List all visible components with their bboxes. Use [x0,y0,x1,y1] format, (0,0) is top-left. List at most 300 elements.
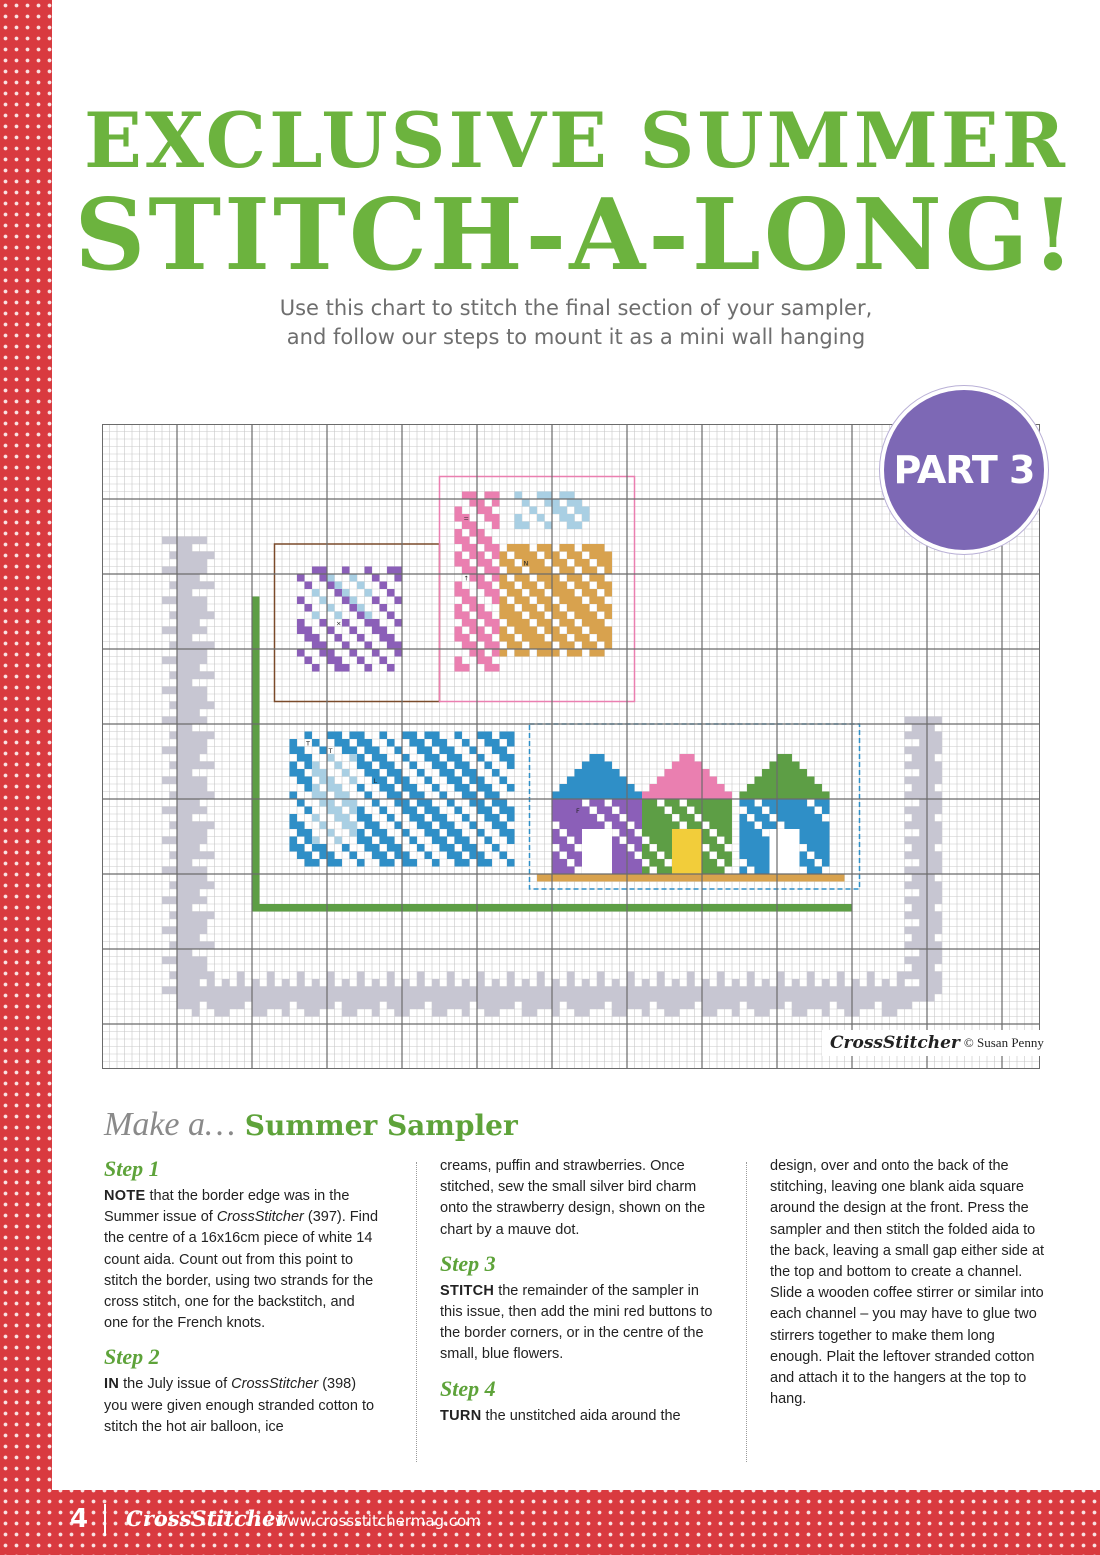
hut-wall [665,814,673,822]
hut-wall [657,837,665,845]
puffin-stitch [552,582,560,590]
bird-stitch [455,777,463,785]
cloud-stitch [522,522,530,530]
puffin-stitch [590,567,598,575]
hut-wall [747,852,755,860]
bird-stitch [500,852,508,860]
hut-wall [770,799,778,807]
flower-stitch [395,649,403,657]
border-stitch [177,769,192,777]
strawberry-stitch [485,492,493,500]
puffin-stitch [500,627,508,635]
border-stitch [905,987,943,995]
hut-wall [770,822,778,830]
border-stitch [515,987,523,1002]
hut-wall [672,799,680,807]
puffin-stitch [500,552,508,560]
hut-wall [822,852,830,860]
hut-wall [560,814,568,822]
border-stitch [500,987,508,1010]
border-stitch [792,979,800,1017]
hut-wall [815,799,823,807]
bird-stitch [462,814,470,822]
hut-wall [627,807,635,815]
hut-door [770,829,800,874]
puffin-stitch [515,597,523,605]
border-stitch [920,919,943,927]
wave-stitch [312,784,320,792]
border-stitch [905,762,943,770]
sand-stitch [605,874,613,882]
hut-wall [575,814,583,822]
border-stitch [342,979,350,1017]
strawberry-stitch [455,657,463,665]
step-3-lead: STITCH [440,1282,495,1299]
puffin-stitch [522,649,530,657]
flower-stitch [312,634,320,642]
sand-stitch [740,874,748,882]
puffin-stitch [560,634,568,642]
border-stitch [867,972,875,1010]
hut-wall [747,859,755,867]
wave-stitch [327,829,335,837]
bird-stitch [357,732,365,740]
hut-wall [560,807,568,815]
strawberry-stitch [485,619,493,627]
hut-wall [755,829,763,837]
wave-stitch [335,792,343,800]
cloud-stitch [545,522,553,530]
puffin-stitch [537,589,545,597]
border-stitch [912,934,935,942]
hut-roof [747,784,822,792]
page-footer [0,1490,1100,1555]
cloud-stitch [575,499,583,507]
hut-wall [725,852,733,860]
hut-wall [740,844,748,852]
bird-stitch [455,829,463,837]
bird-stitch [357,829,365,837]
border-stitch [387,972,395,1010]
bird-stitch [432,732,440,740]
hut-wall [800,859,808,867]
wave-stitch [335,814,343,822]
bird-stitch [440,762,448,770]
hut-wall [605,807,613,815]
hut-wall [627,859,635,867]
hut-wall [815,822,823,830]
border-stitch [162,657,207,665]
bird-stitch [507,732,515,740]
border-stitch [905,717,943,725]
puffin-stitch [552,559,560,567]
puffin-stitch [605,582,613,590]
puffin-stitch [530,589,538,597]
border-stitch [912,724,935,732]
bird-stitch [290,739,298,747]
puffin-stitch [552,589,560,597]
hut-roof [657,777,717,785]
flower-stitch [335,664,343,672]
puffin-stitch [560,619,568,627]
chart-symbol: T [328,746,333,755]
puffin-stitch [530,604,538,612]
flower-stitch [357,612,365,620]
bird-stitch [305,784,313,792]
bird-stitch [342,747,350,755]
bird-stitch [297,822,305,830]
bird-stitch [417,739,425,747]
flower-stitch [320,619,328,627]
hut-wall [597,822,605,830]
hut-wall [777,807,785,815]
puffin-stitch [537,567,545,575]
border-stitch [162,957,207,965]
column-divider [746,1162,747,1462]
hut-wall [740,829,748,837]
bird-stitch [477,807,485,815]
cloud-stitch [530,507,538,515]
hut-wall [650,859,658,867]
flower-stitch [312,664,320,672]
flower-stitch [312,642,320,650]
puffin-stitch [560,642,568,650]
hut-wall [672,807,680,815]
puffin-stitch [522,619,530,627]
wave-stitch [350,799,358,807]
strawberry-stitch [492,499,500,507]
strawberry-stitch [492,597,500,605]
bird-stitch [432,837,440,845]
strawberry-stitch [455,604,463,612]
hut-wall [650,799,658,807]
step-4-continued: design, over and onto the back of the stitching, leaving one blank aida square around the design at the front. Press the sampler and then stitch the folded aida to the back, leaving a small gap either side at the top and bottom to create a channel. Slide a wooden coffee stirrer or similar into each channel – you may have to glue two stirrers together to make them long enough. Plait the leftover stranded cotton and attach it to the hangers at the top to hang. [770,1158,1045,1408]
puffin-stitch [567,619,575,627]
hut-wall [755,852,763,860]
puffin-stitch [590,597,598,605]
bird-stitch [485,807,493,815]
subtitle-line-2: and follow our steps to mount it as a mini wall hanging [286,325,866,349]
strawberry-stitch [477,582,485,590]
hut-roof [552,792,642,800]
hut-wall [762,822,770,830]
bird-stitch [410,859,418,867]
border-stitch [920,829,943,837]
bird-stitch [485,792,493,800]
step-4-lead: TURN [440,1407,482,1424]
wave-stitch [335,784,343,792]
footer-url[interactable]: www.crossstitchermag.com [275,1512,481,1530]
hut-wall [635,822,643,830]
border-stitch [177,679,192,687]
strawberry-stitch [470,649,478,657]
strawberry-stitch [485,567,493,575]
border-stitch [905,912,943,920]
hut-wall [702,859,710,867]
border-stitch [642,979,650,1017]
border-stitch [305,987,313,1017]
hut-wall [717,799,725,807]
sand-stitch [545,874,553,882]
hut-wall [612,799,620,807]
hut-wall [815,844,823,852]
bird-stitch [395,792,403,800]
bird-stitch [410,732,418,740]
hut-wall [717,852,725,860]
puffin-stitch [575,634,583,642]
bird-stitch [387,814,395,822]
bird-stitch [455,859,463,867]
bird-stitch [485,814,493,822]
border-stitch [177,544,192,552]
puffin-stitch [567,604,575,612]
border-stitch [170,852,215,860]
border-stitch [777,972,785,1010]
butterfly-stitch [335,612,343,620]
bird-stitch [402,859,410,867]
strawberry-stitch [462,619,470,627]
hut-wall [650,837,658,845]
strawberry-stitch [462,492,470,500]
puffin-stitch [545,544,553,552]
bird-stitch [447,822,455,830]
strawberry-stitch [462,522,470,530]
bird-stitch [387,769,395,777]
strawberry-stitch [492,522,500,530]
wave-stitch [350,822,358,830]
bird-stitch [380,732,388,740]
puffin-stitch [552,634,560,642]
hut-wall [740,814,748,822]
step-2-body-b: (398) you were given enough stranded cotton to stitch the hot air balloon, ice [104,1376,375,1435]
bird-stitch [372,747,380,755]
strawberry-stitch [485,544,493,552]
strawberry-stitch [455,627,463,635]
puffin-stitch [605,612,613,620]
hut-wall [620,859,628,867]
flower-stitch [305,627,313,635]
sand-stitch [815,874,823,882]
sand-stitch [657,874,665,882]
bird-stitch [387,784,395,792]
border-stitch [905,747,943,755]
hut-wall [642,799,650,807]
bird-stitch [455,784,463,792]
border-stitch [912,814,935,822]
bird-stitch [417,814,425,822]
hut-wall [747,837,755,845]
flower-stitch [335,634,343,642]
border-stitch [920,979,943,987]
bird-stitch [380,829,388,837]
puffin-stitch [567,627,575,635]
green-frame-left [252,597,260,905]
flower-stitch [297,597,305,605]
puffin-stitch [545,604,553,612]
hut-wall [582,814,590,822]
hut-wall [582,807,590,815]
cloud-stitch [575,522,583,530]
bird-stitch [357,754,365,762]
border-stitch [425,987,433,1002]
bird-stitch [455,762,463,770]
puffin-stitch [552,604,560,612]
border-stitch [912,964,935,972]
border-stitch [905,732,943,740]
strawberry-stitch [492,544,500,552]
border-stitch [687,972,695,1010]
hut-wall [762,837,770,845]
puffin-stitch [575,627,583,635]
border-stitch [177,604,207,612]
bird-stitch [305,732,313,740]
step-2-body-a: the July issue of [119,1376,232,1393]
hut-wall [702,852,710,860]
footer-brand: CrossStitcher [126,1506,287,1531]
border-stitch [162,597,207,605]
sand-stitch [620,874,628,882]
border-stitch [905,777,943,785]
bird-stitch [305,829,313,837]
flower-stitch [327,582,335,590]
bird-stitch [335,732,343,740]
border-stitch [177,829,207,837]
sand-stitch [747,874,755,882]
flower-stitch [380,604,388,612]
border-stitch [507,972,515,1010]
border-stitch [170,792,215,800]
border-stitch [365,987,373,1010]
hut-wall [552,852,560,860]
border-stitch [657,972,665,1010]
hut-wall [687,799,695,807]
strawberry-stitch [477,529,485,537]
puffin-stitch [597,604,605,612]
hut-wall [717,867,725,875]
hut-wall [785,814,793,822]
hut-wall [822,859,830,867]
puffin-stitch [545,642,553,650]
hut-wall [785,807,793,815]
border-stitch [680,987,688,1010]
border-stitch [875,987,883,1002]
border-stitch [162,807,207,815]
flower-stitch [372,627,380,635]
wave-stitch [312,762,320,770]
bird-stitch [297,769,305,777]
border-stitch [162,687,207,695]
border-stitch [395,987,403,1017]
puffin-stitch [545,627,553,635]
sand-stitch [687,874,695,882]
border-stitch [432,979,440,1017]
sand-stitch [822,874,830,882]
cloud-stitch [515,492,523,500]
hut-wall [657,807,665,815]
hut-wall [800,837,808,845]
puffin-stitch [552,627,560,635]
hut-wall [552,814,560,822]
hut-wall [740,799,748,807]
border-stitch [785,987,793,1002]
bird-stitch [462,792,470,800]
border-stitch [912,754,935,762]
bird-stitch [357,807,365,815]
bird-stitch [425,807,433,815]
strawberry-stitch [477,552,485,560]
hut-wall [747,829,755,837]
sand-stitch [695,874,703,882]
hut-wall [642,844,650,852]
border-stitch [830,987,838,1002]
strawberry-stitch [470,552,478,560]
bird-stitch [297,852,305,860]
puffin-stitch [575,559,583,567]
border-stitch [920,769,943,777]
hut-wall [650,829,658,837]
bird-stitch [410,784,418,792]
strawberry-stitch [477,574,485,582]
sand-stitch [837,874,845,882]
border-stitch [860,987,868,1010]
bird-stitch [462,837,470,845]
sand-stitch [597,874,605,882]
wave-stitch [350,807,358,815]
bird-stitch [455,807,463,815]
border-stitch [920,949,943,957]
flower-stitch [372,597,380,605]
hut-wall [552,859,560,867]
puffin-stitch [507,619,515,627]
hut-wall [740,867,748,875]
hut-wall [657,829,665,837]
flower-stitch [320,649,328,657]
bird-stitch [357,784,365,792]
flower-stitch [357,634,365,642]
puffin-stitch [507,634,515,642]
puffin-stitch [590,612,598,620]
cloud-stitch [567,499,575,507]
bird-stitch [410,762,418,770]
sand-stitch [627,874,635,882]
sand-stitch [642,874,650,882]
hut-wall [627,829,635,837]
puffin-stitch [582,604,590,612]
butterfly-stitch [335,582,343,590]
hut-wall [807,829,815,837]
border-stitch [170,552,215,560]
hut-wall [815,829,823,837]
hut-wall [725,814,733,822]
hut-wall [650,822,658,830]
puffin-stitch [522,582,530,590]
puffin-stitch [582,612,590,620]
strawberry-stitch [485,589,493,597]
border-stitch [800,987,808,1017]
border-stitch [627,972,635,1010]
bird-stitch [365,814,373,822]
hut-wall [792,822,800,830]
puffin-stitch [597,544,605,552]
bird-stitch [492,769,500,777]
flower-stitch [305,634,313,642]
hut-wall [552,829,560,837]
puffin-stitch [575,574,583,582]
bird-stitch [425,754,433,762]
cloud-stitch [545,499,553,507]
puffin-stitch [537,612,545,620]
bird-stitch [447,769,455,777]
